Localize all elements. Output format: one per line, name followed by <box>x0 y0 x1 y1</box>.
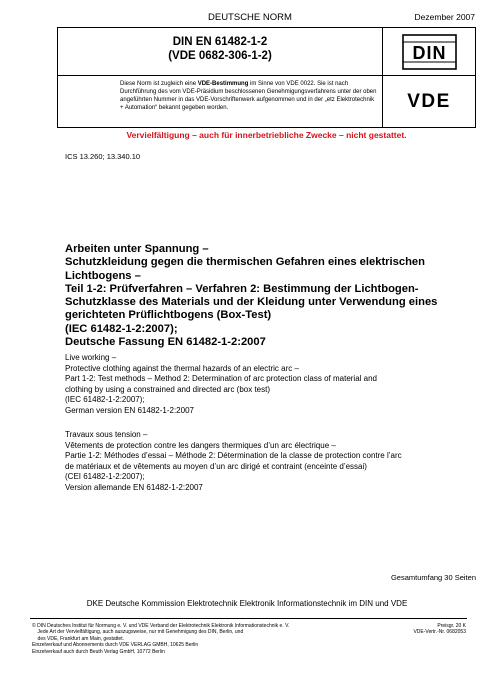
header-divider <box>382 28 383 75</box>
publication-date: Dezember 2007 <box>414 12 475 22</box>
vde-logo <box>398 88 460 112</box>
footer-price <box>413 623 466 636</box>
title-de-line: Arbeiten unter Spannung – <box>65 243 209 255</box>
title-fr-line: Vêtements de protection contre les dangers thermiques d’un arc électrique – <box>65 440 336 450</box>
header-row-vde <box>58 76 475 128</box>
top-bar <box>58 12 475 26</box>
vde-note-prefix: Diese Norm ist zugleich eine <box>120 81 198 87</box>
vde-order-number: VDE-Vertr.-Nr. 0682053 <box>413 629 466 636</box>
vde-note <box>120 80 378 112</box>
vde-logo-text: VDE <box>407 91 451 112</box>
title-de-line: Schutzklasse des Materials und der Kleidung unter Verwendung eines <box>65 296 438 309</box>
dke-line: DKE Deutsche Kommission Elektrotechnik Elektronik Informationstechnik im DIN und VDE <box>86 599 408 608</box>
title-fr-line: de matériaux et de vêtements au moyen d’un arc dirigé et contraint (enceinte d’essai) <box>65 461 367 471</box>
title-de-line: (IEC 61482-1-2:2007); <box>65 322 178 335</box>
footer-copyright <box>32 623 402 655</box>
din-logo <box>402 34 457 70</box>
document-number-line-2: (VDE 0682-306-1-2) <box>168 50 272 62</box>
title-en-line: clothing by using a constrained and directed arc (box test) <box>65 384 271 394</box>
footer-line: des VDE, Frankfurt am Main, gestattet. <box>32 635 124 642</box>
vde-note-rest: im Sinne von VDE 0022. Sie ist nach Durchführung des vom VDE-Präsidium beschlossenen Genehmigungsverfahrens unter der oben angeführten Nummer in das VDE-Vorschriftenwerk aufgenommen und in der „etz Elektrotechnik + Automation“ bekannt gegeben worden. <box>120 81 377 111</box>
footer-divider <box>30 618 467 619</box>
total-pages: Gesamtumfang 30 Seiten <box>390 573 476 582</box>
title-en-line: Live working – <box>65 353 117 362</box>
title-fr-line: Version allemande EN 61482-1-2:2007 <box>65 482 203 492</box>
title-en-line: Part 1-2: Test methods – Method 2: Determination of arc protection class of material and <box>65 374 378 384</box>
footer-line: Jede Art der Vervielfältigung, auch auszugsweise, nur mit Genehmigung des DIN, Berlin, und <box>32 629 244 636</box>
header-divider-2 <box>382 76 383 128</box>
din-logo-text: DIN <box>412 43 447 63</box>
title-fr-line: Travaux sous tension – <box>65 430 148 439</box>
title-en-line: (IEC 61482-1-2:2007); <box>65 395 145 405</box>
title-fr-line: (CEI 61482-1-2:2007); <box>65 472 145 482</box>
title-en-line: Protective clothing against the thermal hazards of an electric arc – <box>65 363 299 373</box>
title-en-line: German version EN 61482-1-2:2007 <box>65 405 194 415</box>
vde-note-bold: VDE-Bestimmung <box>197 81 249 87</box>
title-de-line: Schutzkleidung gegen die thermischen Gefahren eines elektrischen <box>65 256 425 269</box>
document-number-line-1: DIN EN 61482-1-2 <box>172 36 268 48</box>
ics-codes: ICS 13.260; 13.340.10 <box>65 152 141 161</box>
norm-type: DEUTSCHE NORM <box>208 12 292 23</box>
copy-warning: Vervielfältigung – auch für innerbetriebliche Zwecke – nicht gestattet. <box>126 130 407 140</box>
title-de-line: Deutsche Fassung EN 61482-1-2:2007 <box>65 336 266 349</box>
title-de-line: Teil 1-2: Prüfverfahren – Verfahren 2: Bestimmung der Lichtbogen- <box>65 282 419 295</box>
header-box <box>57 27 476 128</box>
title-de-line: Lichtbogens – <box>65 269 141 282</box>
document-number <box>58 35 382 63</box>
footer-line: © DIN Deutsches Institut für Normung e. V. und VDE Verband der Elektrotechnik Elektronik Informationstechnik e. V. <box>32 623 290 629</box>
title-fr-line: Partie 1-2: Méthodes d’essai – Méthode 2: Détermination de la classe de protection contre l’arc <box>65 451 402 461</box>
footer-line: Einzelverkauf auch durch Beuth Verlag GmbH, 10772 Berlin <box>32 648 165 655</box>
header-row-din <box>58 28 475 76</box>
title-french <box>65 430 475 494</box>
footer-line: Einzelverkauf und Abonnements durch VDE VERLAG GMBH, 10625 Berlin <box>32 642 199 649</box>
title-de-line: gerichteten Prüflichtbogens (Box-Test) <box>65 309 272 322</box>
title-german <box>65 243 465 349</box>
price-group: Preisgr. 20 K <box>437 623 466 629</box>
title-english <box>65 353 475 417</box>
